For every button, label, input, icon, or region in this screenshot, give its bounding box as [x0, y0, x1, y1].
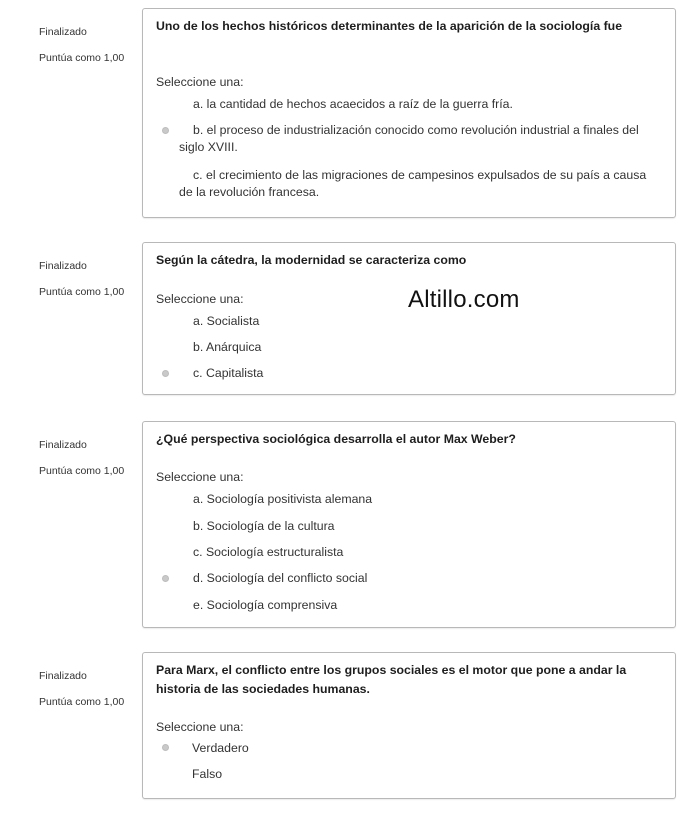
question-mark: Puntúa como 1,00 — [39, 52, 125, 64]
question-card — [142, 8, 676, 218]
select-prompt: Seleccione una: — [156, 470, 244, 484]
question-text: Para Marx, el conflicto entre los grupos sociales es el motor que pone a andar la historia de las sociedades humanas. — [156, 663, 627, 696]
option-label: b. el proceso de industrialización conocido como revolución industrial a finales del siglo XVIII. — [179, 123, 639, 154]
option-d[interactable]: d. Sociología del conflicto social — [193, 571, 368, 585]
option-c[interactable]: c. Capitalista — [193, 366, 264, 380]
option-a[interactable]: a. Socialista — [193, 314, 260, 328]
radio-selected-icon[interactable] — [162, 575, 169, 582]
option-false[interactable]: Falso — [192, 767, 223, 781]
question-card — [142, 242, 676, 395]
option-e[interactable]: e. Sociología comprensiva — [193, 598, 338, 612]
option-b[interactable]: b. Anárquica — [193, 340, 262, 354]
question-text: Uno de los hechos históricos determinantes de la aparición de la sociología fue — [156, 19, 623, 33]
option-a[interactable]: a. la cantidad de hechos acaecidos a raíz de la guerra fría. — [193, 97, 513, 111]
question-state: Finalizado — [39, 260, 87, 272]
option-label: c. el crecimiento de las migraciones de campesinos expulsados de su país a causa de la revolución francesa. — [179, 168, 647, 199]
question-state: Finalizado — [39, 439, 87, 451]
question-text: Según la cátedra, la modernidad se caracteriza como — [156, 253, 467, 267]
radio-selected-icon[interactable] — [162, 370, 169, 377]
option-b[interactable]: b. Sociología de la cultura — [193, 519, 335, 533]
watermark-text: Altillo.com — [408, 286, 520, 313]
option-a[interactable]: a. Sociología positivista alemana — [193, 492, 373, 506]
question-text: ¿Qué perspectiva sociológica desarrolla el autor Max Weber? — [156, 432, 516, 446]
question-card — [142, 652, 676, 799]
select-prompt: Seleccione una: — [156, 720, 244, 734]
option-c[interactable] — [179, 167, 659, 201]
question-card — [142, 421, 676, 628]
option-true[interactable]: Verdadero — [192, 741, 249, 755]
select-prompt: Seleccione una: — [156, 292, 244, 306]
question-mark: Puntúa como 1,00 — [39, 696, 125, 708]
question-mark: Puntúa como 1,00 — [39, 286, 125, 298]
option-c[interactable]: c. Sociología estructuralista — [193, 545, 344, 559]
select-prompt: Seleccione una: — [156, 75, 244, 89]
question-state: Finalizado — [39, 670, 87, 682]
question-state: Finalizado — [39, 26, 87, 38]
option-b[interactable] — [179, 122, 659, 156]
radio-selected-icon[interactable] — [162, 744, 169, 751]
question-mark: Puntúa como 1,00 — [39, 465, 125, 477]
radio-selected-icon[interactable] — [162, 127, 169, 134]
